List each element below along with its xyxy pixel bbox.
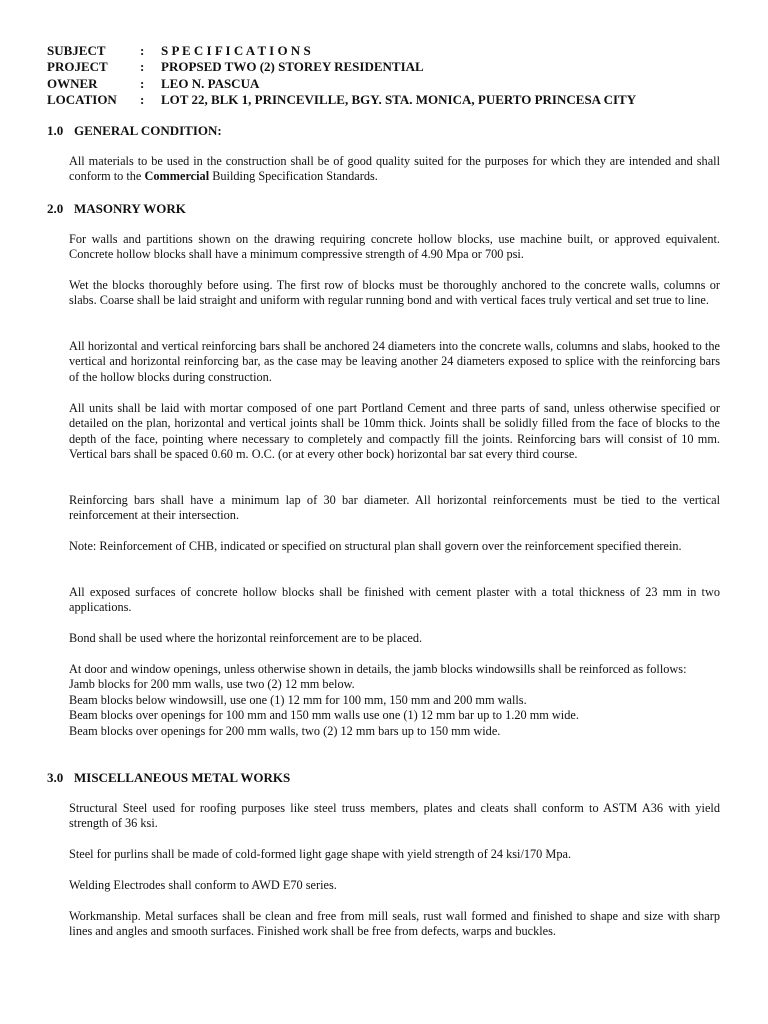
paragraph: All horizontal and vertical reinforcing bars shall be anchored 24 diameters into the concrete walls, columns and slabs, hooked to the vertical and horizontal reinforcing bar, as the case may be leaving another 24 diameters exposed to splice with the reinforcing bars of the hollow blocks during construction.: [69, 339, 720, 384]
paragraph: For walls and partitions shown on the drawing requiring concrete hollow blocks, use machine built, or approved equivalent. Concrete hollow blocks shall have a minimum compressive strength of 4.90 Mpa or 700 psi.: [69, 232, 720, 262]
owner-colon: :: [140, 76, 145, 91]
owner-value: LEO N. PASCUA: [161, 76, 260, 91]
paragraph: Structural Steel used for roofing purposes like steel truss members, plates and cleats shall conform to ASTM A36 with yield strength of 36 ksi.: [69, 801, 720, 831]
list-item: Beam blocks over openings for 200 mm walls, two (2) 12 mm bars up to 150 mm wide.: [69, 723, 501, 738]
paragraph: All exposed surfaces of concrete hollow blocks shall be finished with cement plaster with a total thickness of 23 mm in two applications.: [69, 585, 720, 615]
section-number: 1.0: [47, 123, 64, 138]
owner-label: OWNER: [47, 76, 98, 91]
location-colon: :: [140, 92, 145, 107]
section-number: 3.0: [47, 770, 64, 785]
subject-label: SUBJECT: [47, 43, 106, 58]
paragraph: At door and window openings, unless otherwise shown in details, the jamb blocks windowsills shall be reinforced as follows:: [69, 662, 687, 676]
openings-block: [69, 662, 720, 739]
paragraph: All units shall be laid with mortar composed of one part Portland Cement and three parts of sand, unless otherwise specified or detailed on the plan, horizontal and vertical joints shall be 10mm thick. Joints shall be solidly filled from the face of blocks to the depth of the face, pointing where necessary to completely and compactly fill the joints. Reinforcing bars will consist of 10 mm. Vertical bars shall be spaced 0.60 m. O.C. (or at every other bock) horizontal bar sat every third course.: [69, 401, 720, 462]
paragraph: Reinforcing bars shall have a minimum lap of 30 bar diameter. All horizontal reinforcements must be tied to the vertical reinforcement at their intersection.: [69, 493, 720, 523]
list-item: Beam blocks over openings for 100 mm and 150 mm walls use one (1) 12 mm bar up to 1.20 mm wide.: [69, 708, 579, 723]
paragraph: Steel for purlins shall be made of cold-formed light gage shape with yield strength of 24 ksi/170 Mpa.: [69, 847, 572, 861]
text-run: Building Specification Standards.: [209, 169, 378, 184]
section-title: GENERAL CONDITION:: [74, 123, 222, 138]
text-run: All materials to be used in the construction shall be of good quality suited for the purposes for which they are intended and shall conform to the: [69, 154, 720, 184]
project-value: PROPSED TWO (2) STOREY RESIDENTIAL: [161, 59, 424, 74]
project-label: PROJECT: [47, 59, 108, 74]
section-title: MASONRY WORK: [74, 201, 186, 216]
subject-colon: :: [140, 43, 145, 58]
paragraph: Wet the blocks thoroughly before using. The first row of blocks must be thoroughly anchored to the concrete walls, columns or slabs. Coarse shall be laid straight and uniform with regular running bond and with vertical faces truly vertical and set true to line.: [69, 278, 720, 308]
paragraph: Workmanship. Metal surfaces shall be clean and free from mill seals, rust wall formed and finished to shape and size with sharp lines and angles and smooth surfaces. Finished work shall be free from defects, warps and buckles.: [69, 909, 720, 939]
list-item: Jamb blocks for 200 mm walls, use two (2) 12 mm below.: [69, 677, 355, 692]
bold-text-run: Commercial: [144, 169, 210, 184]
list-item: Beam blocks below windowsill, use one (1) 12 mm for 100 mm, 150 mm and 200 mm walls.: [69, 692, 527, 707]
paragraph-note: Note: Reinforcement of CHB, indicated or specified on structural plan shall govern over the reinforcement specified therein.: [69, 539, 682, 553]
paragraph: Bond shall be used where the horizontal reinforcement are to be placed.: [69, 631, 423, 645]
paragraph: Welding Electrodes shall conform to AWD E70 series.: [69, 878, 337, 892]
paragraph-general-condition: [69, 154, 720, 185]
section-title: MISCELLANEOUS METAL WORKS: [74, 770, 291, 785]
section-number: 2.0: [47, 201, 64, 216]
location-label: LOCATION: [47, 92, 117, 107]
project-colon: :: [140, 59, 145, 74]
subject-value: S P E C I F I C A T I O N S: [161, 43, 311, 58]
location-value: LOT 22, BLK 1, PRINCEVILLE, BGY. STA. MONICA, PUERTO PRINCESA CITY: [161, 92, 637, 107]
